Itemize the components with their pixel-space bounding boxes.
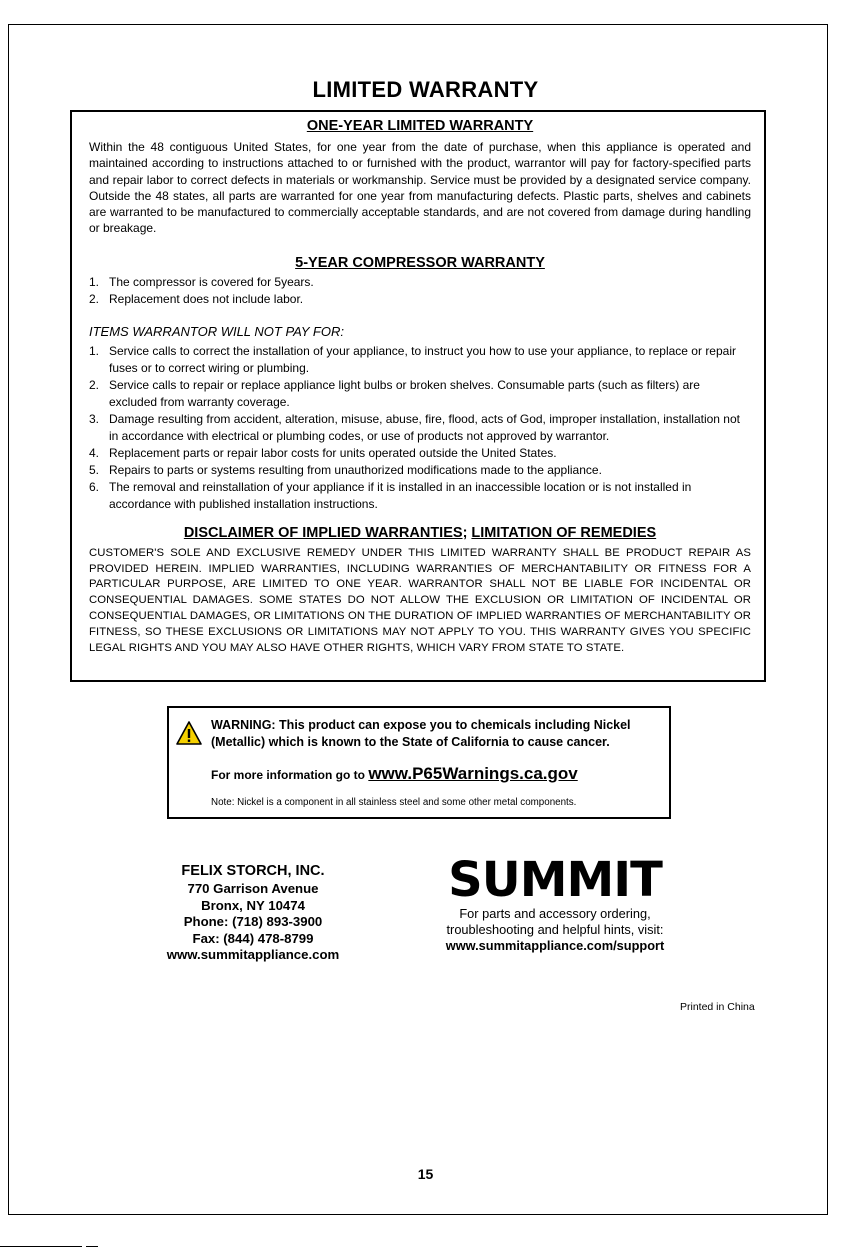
brand-block	[410, 850, 700, 954]
company-address-2: Bronx, NY 10474	[201, 897, 305, 913]
list-item: 1. Service calls to correct the installation of your appliance, to instruct you how to use your appliance, to replace or repair fuses or to correct wiring or plumbing.	[89, 343, 736, 375]
warranty-content	[89, 112, 751, 656]
list-item: 2. Replacement does not include labor.	[89, 291, 304, 306]
warranty-box	[70, 110, 766, 682]
exclusions-list	[89, 343, 751, 513]
one-year-heading: ONE-YEAR LIMITED WARRANTY	[306, 118, 534, 134]
list-item: 2. Service calls to repair or replace appliance light bulbs or broken shelves. Consumable parts (such as filters) are excluded from warranty coverage.	[89, 377, 700, 409]
nickel-note: Note: Nickel is a component in all stainless steel and some other metal components.	[211, 797, 577, 808]
list-item: 1. The compressor is covered for 5years.	[89, 274, 314, 289]
company-phone: Phone: (718) 893-3900	[183, 914, 323, 929]
company-address-block	[158, 862, 348, 964]
brand-line-1: For parts and accessory ordering,	[459, 906, 651, 921]
prop65-warning-box	[167, 706, 671, 819]
list-item: 5. Repairs to parts or systems resulting from unauthorized modifications made to the appliance.	[89, 462, 602, 477]
list-item: 6. The removal and reinstallation of your appliance if it is installed in an inaccessible location or is not installed in accordance with published installation instructions.	[89, 479, 692, 511]
compressor-heading: 5-YEAR COMPRESSOR WARRANTY	[295, 254, 545, 271]
summit-logo	[448, 850, 662, 908]
company-fax: Fax: (844) 478-8799	[192, 930, 314, 946]
more-info-label: For more information go to	[211, 768, 369, 782]
summit-logo-text: SUMMIT	[448, 852, 662, 908]
printed-in: Printed in China	[680, 1001, 755, 1013]
company-name: FELIX STORCH, INC.	[181, 863, 325, 879]
warning-line-1: WARNING: This product can expose you to chemicals including Nickel	[211, 718, 631, 732]
compressor-list	[89, 274, 751, 308]
warning-line-2: (Metallic) which is known to the State of California to cause cancer.	[211, 734, 610, 749]
warning-triangle-icon	[175, 720, 203, 746]
more-info	[211, 764, 578, 784]
p65-link[interactable]: www.P65Warnings.ca.gov	[368, 764, 578, 783]
company-address-1: 770 Garrison Avenue	[187, 881, 319, 896]
bottom-rule	[0, 1246, 82, 1247]
page-number: 15	[417, 1166, 434, 1182]
exclusions-heading: ITEMS WARRANTOR WILL NOT PAY FOR:	[89, 323, 344, 339]
disclaimer-text: CUSTOMER'S SOLE AND EXCLUSIVE REMEDY UNDER THIS LIMITED WARRANTY SHALL BE PRODUCT REPAIR AS PROVIDED HEREIN. IMPLIED WARRANTIES, INCLUDING WARRANTIES OF MERCHANTABILITY OR FITNESS FOR A PARTICULAR PURPOSE, ARE LIMITED TO ONE YEAR. WARRANTOR SHALL NOT BE LIABLE FOR INCIDENTAL OR CONSEQUENTIAL DAMAGES. SOME STATES DO NOT ALLOW THE EXCLUSION OR LIMITATION OF INCIDENTAL OR CONSEQUENTIAL DAMAGES, OR LIMITATIONS ON THE DURATION OF IMPLIED WARRANTIES OF MERCHANTABILITY OR FITNESS, SO THESE EXCLUSIONS OR LIMITATIONS MAY NOT APPLY TO YOU. THIS WARRANTY GIVES YOU SPECIFIC LEGAL RIGHTS AND YOU MAY ALSO HAVE OTHER RIGHTS, WHICH VARY FROM STATE TO STATE.	[89, 546, 751, 654]
list-item: 4. Replacement parts or repair labor costs for units operated outside the United States.	[89, 445, 557, 460]
disclaimer-heading: DISCLAIMER OF IMPLIED WARRANTIES; LIMITATION OF REMEDIES	[183, 524, 657, 541]
page-title: LIMITED WARRANTY	[312, 77, 539, 102]
warning-text	[211, 717, 661, 750]
company-website[interactable]: www.summitappliance.com	[166, 947, 340, 962]
list-item: 3. Damage resulting from accident, alteration, misuse, abuse, fire, flood, acts of God, improper installation, installation not in accordance with electrical or plumbing codes, or use of products not approved by warrantor.	[89, 411, 740, 443]
brand-line-2: troubleshooting and helpful hints, visit:	[446, 922, 664, 937]
one-year-text: Within the 48 contiguous United States, for one year from the date of purchase, when this appliance is operated and maintained according to instructions attached to or furnished with the product, warrantor will pay for factory-specified parts and repair labor to correct defects in materials or workmanship. Service must be provided by a designated service company. Outside the 48 states, all parts are warranted for one year from manufacturing defects. Plastic parts, shelves and cabinets are warranted to be manufactured to commercially acceptable standards, and are not covered from damage during handling or breakage.	[89, 140, 751, 236]
bottom-rule-short	[86, 1246, 98, 1247]
support-url[interactable]: www.summitappliance.com/support	[445, 938, 665, 953]
